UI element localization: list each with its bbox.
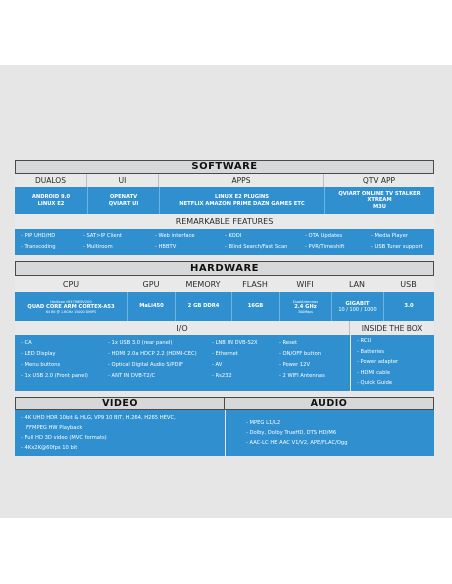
audio-item: - MPEG L1/L2 — [246, 420, 281, 426]
box-item: - HDMI cable — [357, 369, 391, 376]
io-header: I/O — [15, 321, 350, 335]
audio-item: - Dolby, Dolby TrueHD, DTS HD/M6 — [246, 430, 337, 436]
io-item: - 1x USB 2.0 (Front panel) — [21, 373, 88, 379]
feature-item: - Web interface — [155, 233, 195, 239]
hardware-value-memory: 2 GB DDR4 — [175, 292, 231, 321]
software-label-qtv-app: QTV APP — [324, 174, 434, 187]
software-label-apps: APPS — [159, 174, 324, 187]
video-header: VIDEO — [15, 397, 225, 410]
feature-item: - PIP UHD/HD — [21, 233, 56, 239]
av-headers — [15, 397, 434, 410]
hardware-value-usb: 3.0 — [383, 292, 434, 321]
hardware-label-gpu: GPU — [127, 276, 175, 292]
software-label-ui: UI — [87, 174, 159, 187]
feature-item: - OTA Updates — [305, 233, 343, 239]
io-item: - ANT IN DVB-T2/C — [108, 373, 156, 379]
hardware-value-lan: GIGABIT 10 / 100 / 1000 — [331, 292, 383, 321]
video-item: FFMPEG HW Playback — [26, 425, 83, 431]
hardware-value-wifi: DualAntennas 2.4 GHz 300Mbps — [279, 292, 331, 321]
software-value-qtv-app: QVIART ONLINE TV STALKER XTREAM M3U — [324, 187, 434, 214]
io-values — [15, 335, 434, 391]
hardware-values — [15, 292, 434, 321]
feature-item: - SAT>IP Client — [83, 233, 122, 239]
feature-item: - Transcoding — [21, 244, 56, 250]
features-header: REMARKABLE FEATURES — [15, 214, 434, 229]
spec-sheet — [15, 160, 434, 456]
io-item: - ON/OFF button — [279, 351, 322, 357]
io-item: - Menu buttons — [21, 362, 61, 368]
io-item: - AV — [212, 362, 223, 368]
hardware-label-lan: LAN — [331, 276, 383, 292]
feature-item: - KODI — [225, 233, 242, 239]
io-item: - LED Display — [21, 351, 56, 357]
io-item: - 1x USB 3.0 (rear panel) — [108, 340, 173, 346]
video-item: - 4Kx2K@60fps 10 bit — [21, 445, 78, 451]
software-value-dualos: ANDROID 9.0 LINUX E2 — [31, 194, 71, 207]
io-item: - Ethernet — [212, 351, 238, 357]
io-item: - Optical Digital Audio S/PDIF — [108, 362, 184, 368]
hardware-value-gpu: MaLi450 — [127, 292, 175, 321]
io-column — [21, 338, 108, 391]
io-column — [212, 338, 279, 391]
io-item: - Power 12V — [279, 362, 311, 368]
software-value-apps: LINUX E2 PLUGINS NETFLIX AMAZON PRIME DAZN GAMES ETC — [159, 187, 324, 214]
box-item: - RCU — [357, 338, 372, 344]
io-item: - Rs232 — [212, 373, 232, 379]
av-values — [15, 410, 434, 456]
video-item: - Full HD 3D video (MVC formats) — [21, 435, 107, 441]
io-column — [108, 338, 212, 391]
audio-item: - AAC-LC HE AAC V1/V2, APE/FLAC/Ogg — [246, 440, 348, 446]
box-item: - Power adapter — [357, 359, 399, 365]
feature-item: - PVR/Timeshift — [305, 244, 345, 250]
hardware-label-usb: USB — [383, 276, 434, 292]
video-list — [15, 410, 225, 456]
io-item: - CA — [21, 340, 32, 346]
io-item: - LNB IN DVB-S2X — [212, 340, 258, 346]
io-item: - 2 WIFI Antennas — [279, 373, 325, 379]
hardware-value-cpu: Hisilicon HI3798MV200 QUAD CORE ARM CORTEX-A53 64 Bit @ 1.6GHz 15000 DMIPS — [27, 299, 115, 314]
hardware-labels — [15, 276, 434, 292]
software-label-dualos: DUALOS — [15, 174, 87, 187]
box-item: - Quick Guide — [357, 380, 393, 386]
io-item: - Reset — [279, 340, 298, 346]
software-header: SOFTWARE — [15, 160, 434, 174]
software-values — [15, 187, 434, 214]
hardware-header: HARDWARE — [15, 261, 434, 276]
inside-box-list — [350, 335, 434, 391]
io-list — [15, 335, 350, 391]
feature-item: - Blind Search/Fast Scan — [225, 244, 288, 250]
hardware-label-wifi: WIFI — [279, 276, 331, 292]
software-value-ui: OPENATV QVIART UI — [87, 187, 159, 214]
io-item: - HDMI 2.0a HDCP 2.2 (HDMI-CEC) — [108, 351, 197, 357]
hardware-value-flash: 16GB — [231, 292, 279, 321]
feature-item: - Multiroom — [83, 244, 113, 250]
box-item: - Batteries — [357, 348, 384, 355]
io-column — [279, 338, 344, 391]
video-item: - 4K UHD HDR 10bit & HLG, VP9 10 BIT, H.264, H265 HEVC, — [21, 415, 176, 421]
software-labels — [15, 174, 434, 187]
inside-box-header: INSIDE THE BOX — [350, 321, 434, 335]
feature-item: - Media Player — [371, 233, 408, 239]
hardware-label-memory: MEMORY — [175, 276, 231, 292]
features-list — [15, 229, 434, 255]
io-labels — [15, 321, 434, 335]
hardware-label-cpu: CPU — [15, 276, 127, 292]
feature-item: - HBBTV — [155, 244, 177, 250]
audio-list — [225, 410, 434, 456]
hardware-label-flash: FLASH — [231, 276, 279, 292]
feature-item: - USB Tuner support — [371, 244, 423, 250]
audio-header: AUDIO — [225, 397, 434, 410]
